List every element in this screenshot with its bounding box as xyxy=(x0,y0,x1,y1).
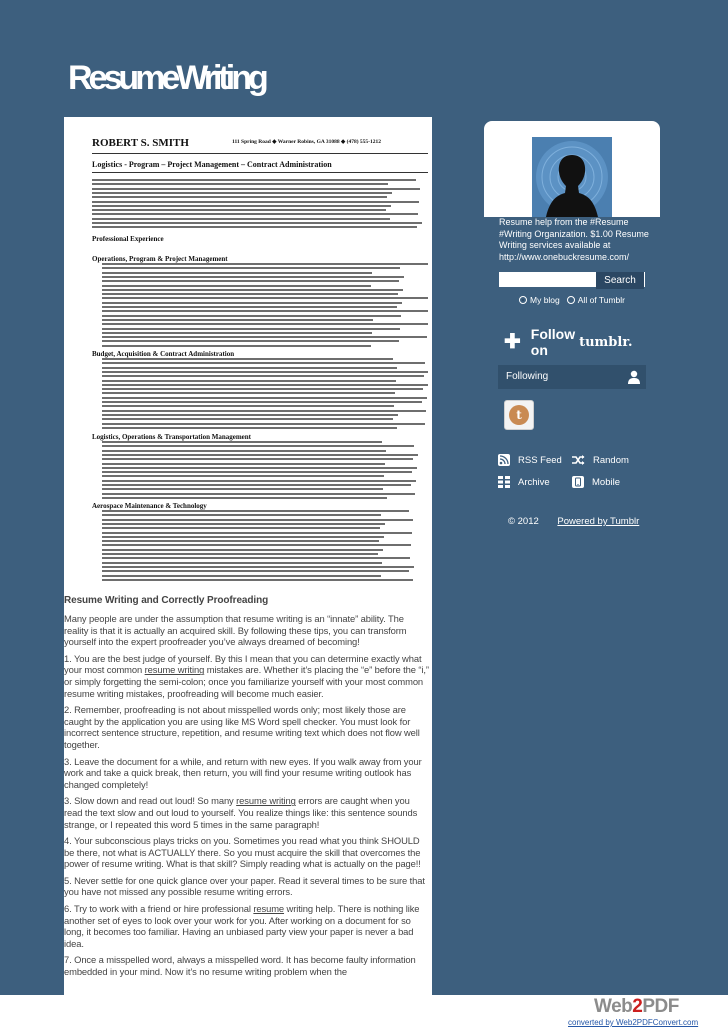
resume-text-line xyxy=(92,196,387,198)
resume-text-line xyxy=(92,218,390,220)
post-paragraph: 4. Your subconscious plays tricks on you. Sometimes you read what you think SHOULD be there, not what is ACTUALLY there. So you must acquire the skill that overcomes the power of resume writing. What is that skill? Simply reading what is actually on the page!! xyxy=(64,835,421,870)
plus-icon: ✚ xyxy=(504,331,521,353)
resume-section-heading: Logistics, Operations & Transportation Management xyxy=(92,433,251,441)
follow-on-tumblr-button[interactable]: ✚ Follow on tumblr. xyxy=(504,326,633,358)
resume-text-line xyxy=(102,405,394,407)
sidebar xyxy=(484,121,660,541)
resume-text-line xyxy=(102,310,428,312)
resume-section-heading: Budget, Acquisition & Contract Administration xyxy=(92,350,235,358)
resume-headline: Logistics - Program – Project Management – Contract Administration xyxy=(92,160,332,169)
archive-grid-icon xyxy=(498,476,510,488)
resume-text-line xyxy=(102,553,378,555)
resume-text-line xyxy=(102,297,428,299)
resume-text-line xyxy=(102,427,397,429)
following-avatar[interactable] xyxy=(504,400,534,430)
resume-text-line xyxy=(102,579,413,581)
resume-text-line xyxy=(102,328,400,330)
radio-all-tumblr[interactable] xyxy=(567,296,575,304)
resume-text-line xyxy=(102,362,425,364)
resume-text-line xyxy=(102,510,409,512)
resume-text-line xyxy=(102,549,383,551)
post-paragraph: 5. Never settle for one quick glance over your paper. Read it several times to be sure that you have not missed any possible resume writing errors. xyxy=(64,874,425,898)
resume-text-line xyxy=(102,401,422,403)
resume-text-line xyxy=(102,544,411,546)
resume-text-line xyxy=(102,367,397,369)
resume-text-line xyxy=(102,484,411,486)
shuffle-icon xyxy=(572,454,585,466)
resume-text-line xyxy=(102,441,382,443)
random-link[interactable]: Random xyxy=(572,454,629,466)
resume-text-line xyxy=(102,519,413,521)
resume-writing-link[interactable]: resume writing xyxy=(144,664,205,676)
resume-text-line xyxy=(92,205,391,207)
resume-section-heading: Operations, Program & Project Management xyxy=(92,255,228,263)
post-paragraph: 7. Once a misspelled word, always a misspelled word. It has become faulty information embedded in your mind. Now it’s no resume writing problem when the xyxy=(64,954,416,978)
resume-text-line xyxy=(92,188,420,190)
resume-text-line xyxy=(92,192,392,194)
mobile-phone-icon xyxy=(572,476,584,488)
post-paragraph: 2. Remember, proofreading is not about misspelled words only; most likely those are caught by the application you are using like MS Word spell checker. You must look for incorrect sentence structure, repetition, and resume writing text which does not flow well together. xyxy=(64,704,420,750)
resume-text-line xyxy=(102,345,371,347)
resume-text-line xyxy=(92,183,388,185)
resume-text-line xyxy=(92,209,386,211)
post xyxy=(64,117,432,995)
web2pdf-logo[interactable]: Web2PDF xyxy=(594,996,679,1017)
resume-text-line xyxy=(92,213,418,215)
resume-text-line xyxy=(102,392,395,394)
search-button[interactable]: Search xyxy=(596,272,644,289)
resume-section-heading: Professional Experience xyxy=(92,235,164,243)
resume-text-line xyxy=(102,336,427,338)
post-paragraph: Many people are under the assumption that resume writing is an “innate” ability. The reality is that it is actually an acquired skill. By following these tips, you can transform yourself into the expert proofreader you’ve always dreamed of becoming! xyxy=(64,613,407,648)
resume-text-line xyxy=(92,226,417,228)
radio-my-blog[interactable] xyxy=(519,296,527,304)
resume-text-line xyxy=(102,454,418,456)
resume-text-line xyxy=(102,527,380,529)
resume-text-line xyxy=(102,467,417,469)
radio-all-tumblr-label: All of Tumblr xyxy=(577,295,626,305)
converted-by-link[interactable]: converted by Web2PDFConvert.com xyxy=(568,1018,699,1027)
avatar-silhouette-icon[interactable] xyxy=(532,137,612,217)
resume-text-line xyxy=(102,306,397,308)
resume-text-line xyxy=(102,388,423,390)
following-header: Following xyxy=(498,365,646,389)
resume-text-line xyxy=(102,340,399,342)
tumblr-t-icon: t xyxy=(509,405,529,425)
resume-text-line xyxy=(102,463,385,465)
post-paragraph: 6. Try to work with a friend or hire professional resume writing help. There is nothing like another set of eyes to look over your work for you. After working on a document for so long, it becomes too familiar. Having an unbiased party view your paper is never a bad idea. xyxy=(64,903,420,949)
resume-text-line xyxy=(102,410,426,412)
resume-text-line xyxy=(102,514,381,516)
post-title: Resume Writing and Correctly Proofreading xyxy=(64,595,269,606)
resume-text-line xyxy=(102,302,402,304)
resume-text-line xyxy=(102,475,384,477)
archive-link[interactable]: Archive xyxy=(498,476,550,488)
resume-text-line xyxy=(102,566,414,568)
resume-text-line xyxy=(102,562,382,564)
resume-section-heading: Aerospace Maintenance & Technology xyxy=(92,502,207,510)
resume-text-line xyxy=(102,414,398,416)
resume-text-line xyxy=(102,450,386,452)
resume-text-line xyxy=(102,319,373,321)
blog-description: Resume help from the #Resume #Writing Organization. $1.00 Resume Writing services available at http://www.onebuckresume.com/ xyxy=(499,217,649,262)
resume-text-line xyxy=(102,263,428,265)
post-body xyxy=(64,595,430,983)
resume-text-line xyxy=(102,267,400,269)
resume-link[interactable]: resume xyxy=(253,903,285,915)
sidebar-footer xyxy=(508,516,639,527)
resume-text-line xyxy=(102,570,409,572)
post-paragraph: 1. You are the best judge of yourself. By this I mean that you can determine exactly what your most common resume writing mistakes are. Whether it’s placing the “e” before the “i,” or simply forgetting the semi-colon; once you familiarize yourself with your most common resume writing mistakes, proofreading will become much easier. xyxy=(64,652,429,699)
resume-name: ROBERT S. SMITH xyxy=(92,137,189,149)
resume-text-line xyxy=(102,272,372,274)
search-scope xyxy=(519,295,625,305)
radio-my-blog-label: My blog xyxy=(530,295,560,305)
resume-text-line xyxy=(102,315,401,317)
resume-writing-link[interactable]: resume writing xyxy=(236,795,296,807)
resume-text-line xyxy=(102,384,428,386)
resume-text-line xyxy=(92,179,416,181)
resume-text-line xyxy=(102,497,387,499)
resume-text-line xyxy=(102,458,413,460)
resume-text-line xyxy=(92,201,419,203)
resume-text-line xyxy=(102,493,415,495)
rss-icon xyxy=(498,454,510,466)
resume-text-line xyxy=(102,575,381,577)
resume-text-line xyxy=(102,445,414,447)
post-paragraph: 3. Slow down and read out loud! So many resume writing errors are caught when you read the text slow and out loud to yourself. You realize things like: this sentence sounds strange, or I repeated this word 5 times in the same paragraph! xyxy=(64,795,418,830)
resume-text-line xyxy=(102,523,385,525)
resume-text-line xyxy=(102,375,424,377)
resume-text-line xyxy=(102,423,425,425)
resume-text-line xyxy=(102,332,372,334)
resume-text-line xyxy=(102,371,428,373)
post-paragraph: 3. Leave the document for a while, and return with new eyes. If you walk away from your work and take a quick break, then return, you will find your resume writing outlook has changed completely! xyxy=(64,755,422,790)
resume-text-line xyxy=(102,532,412,534)
resume-text-line xyxy=(102,276,404,278)
resume-rule xyxy=(92,172,428,173)
resume-text-line xyxy=(102,536,384,538)
copyright-text: © 2012 xyxy=(508,516,539,527)
rss-feed-link[interactable]: RSS Feed xyxy=(498,454,562,466)
resume-address: 111 Spring Road ◆ Warner Robins, GA 31088 ◆ (478) 555-1212 xyxy=(232,139,381,145)
resume-text-line xyxy=(92,222,422,224)
resume-text-line xyxy=(102,480,416,482)
resume-text-line xyxy=(102,557,410,559)
resume-text-line xyxy=(102,418,393,420)
resume-text-line xyxy=(102,540,379,542)
resume-text-line xyxy=(102,289,403,291)
resume-text-line xyxy=(102,471,412,473)
resume-text-line xyxy=(102,280,399,282)
powered-by-tumblr-link[interactable]: Powered by Tumblr xyxy=(557,516,640,527)
resume-text-line xyxy=(102,488,383,490)
resume-rule xyxy=(92,153,428,154)
person-icon xyxy=(628,370,640,384)
resume-text-line xyxy=(102,323,428,325)
sidebar-card xyxy=(484,121,660,217)
resume-image xyxy=(78,117,428,585)
resume-text-line xyxy=(102,380,396,382)
resume-text-line xyxy=(102,358,393,360)
resume-text-line xyxy=(102,397,427,399)
mobile-link[interactable]: Mobile xyxy=(572,476,620,488)
site-title[interactable]: ResumeWriting xyxy=(68,59,265,97)
resume-text-line xyxy=(102,293,398,295)
resume-text-line xyxy=(102,285,371,287)
